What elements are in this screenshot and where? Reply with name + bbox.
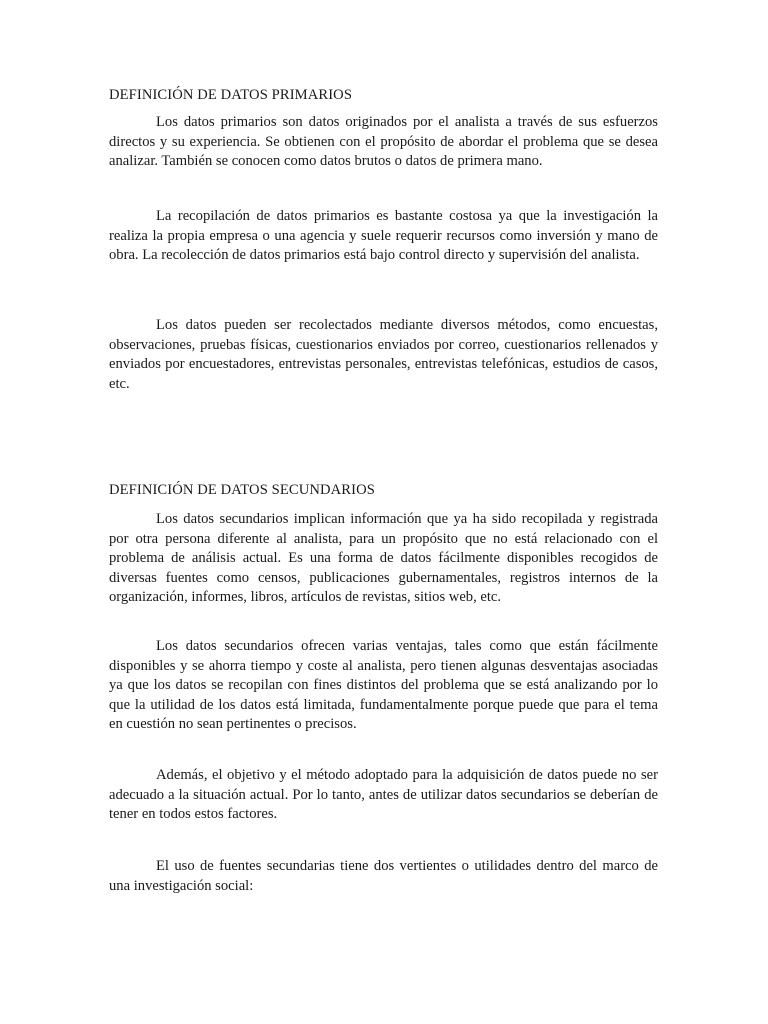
- paragraph-primary-methods: Los datos pueden ser recolectados mediante diversos métodos, como encuestas, observaciones, pruebas físicas, cuestionarios enviados por correo, cuestionarios rellenados y enviados por encuestadores, entrevistas personales, entrevistas telefónicas, estudios de casos, etc.: [109, 317, 658, 392]
- heading-primary-data: DEFINICIÓN DE DATOS PRIMARIOS: [109, 87, 353, 103]
- paragraph-secondary-definition: Los datos secundarios implican información que ya ha sido recopilada y registrada por otra persona diferente al analista, para un propósito que no está relacionado con el problema de análisis actual. Es una forma de datos fácilmente disponibles recogidos de diversas fuentes como censos, publicaciones gubernamentales, registros internos de la organización, informes, libros, artículos de revistas, sitios web, etc.: [109, 511, 658, 606]
- paragraph-secondary-objective: Además, el objetivo y el método adoptado para la adquisición de datos puede no ser adecuado a la situación actual. Por lo tanto, antes de utilizar datos secundarios se deberían de tener en todos estos factores.: [109, 767, 658, 823]
- heading-secondary-data: DEFINICIÓN DE DATOS SECUNDARIOS: [109, 482, 375, 498]
- paragraph-secondary-uses: El uso de fuentes secundarias tiene dos vertientes o utilidades dentro del marco de una investigación social:: [109, 858, 658, 894]
- paragraph-primary-definition: Los datos primarios son datos originados por el analista a través de sus esfuerzos directos y su experiencia. Se obtienen con el propósito de abordar el problema que se desea analizar. También se conocen como datos brutos o datos de primera mano.: [109, 114, 658, 170]
- paragraph-primary-cost: La recopilación de datos primarios es bastante costosa ya que la investigación la realiza la propia empresa o una agencia y suele requerir recursos como inversión y mano de obra. La recolección de datos primarios está bajo control directo y supervisión del analista.: [109, 208, 658, 264]
- paragraph-secondary-advantages: Los datos secundarios ofrecen varias ventajas, tales como que están fácilmente disponibles y se ahorra tiempo y coste al analista, pero tienen algunas desventajas asociadas ya que los datos se recopilan con fines distintos del problema que se está analizando por lo que la utilidad de los datos está limitada, fundamentalmente porque puede que para el tema en cuestión no sean pertinentes o precisos.: [109, 638, 658, 733]
